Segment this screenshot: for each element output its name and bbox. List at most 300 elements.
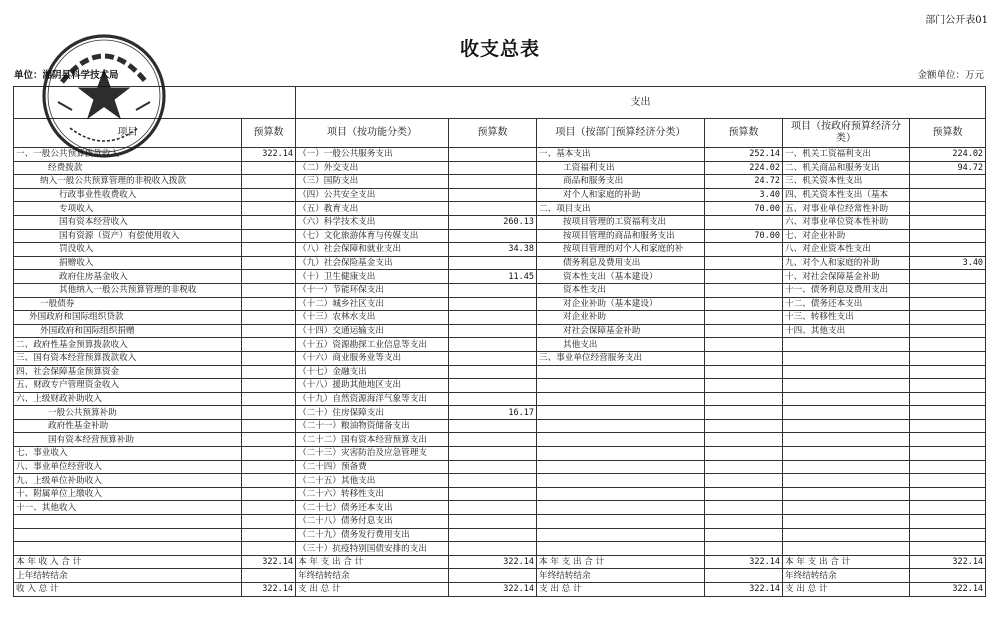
cell-income-item: 九、上级单位补助收入	[14, 474, 242, 488]
table-row	[14, 243, 986, 257]
cell-gov-item	[783, 365, 910, 379]
cell-func-budget	[449, 256, 537, 270]
cell-dept-budget: 322.14	[705, 555, 783, 569]
cell-gov-budget	[910, 229, 986, 243]
cell-gov-budget	[910, 392, 986, 406]
cell-gov-item	[783, 460, 910, 474]
cell-income-item: 外国政府和国际组织捐赠	[14, 324, 242, 338]
cell-income-budget	[242, 256, 296, 270]
cell-func-item: （十三）农林水支出	[296, 311, 449, 325]
cell-func-budget	[449, 148, 537, 162]
cell-func-budget: 260.13	[449, 215, 537, 229]
cell-dept-budget: 252.14	[705, 148, 783, 162]
cell-gov-budget	[910, 175, 986, 189]
cell-dept-item: 对企业补助（基本建设）	[537, 297, 705, 311]
cell-func-item: 年终结转结余	[296, 569, 449, 583]
cell-dept-budget	[705, 270, 783, 284]
col-gov-budget: 预算数	[910, 119, 986, 148]
table-row	[14, 311, 986, 325]
cell-gov-budget	[910, 215, 986, 229]
cell-income-item: 国有资本经营收入	[14, 215, 242, 229]
cell-dept-budget	[705, 365, 783, 379]
cell-dept-budget	[705, 515, 783, 529]
table-row	[14, 270, 986, 284]
cell-func-budget	[449, 528, 537, 542]
cell-gov-item	[783, 528, 910, 542]
cell-func-budget	[449, 161, 537, 175]
cell-dept-item	[537, 447, 705, 461]
cell-income-item: 八、事业单位经营收入	[14, 460, 242, 474]
cell-func-budget	[449, 515, 537, 529]
cell-func-budget: 34.38	[449, 243, 537, 257]
cell-func-budget	[449, 175, 537, 189]
cell-gov-item: 十、对社会保障基金补助	[783, 270, 910, 284]
cell-income-budget	[242, 297, 296, 311]
cell-dept-item: 债务利息及费用支出	[537, 256, 705, 270]
table-row	[14, 515, 986, 529]
cell-dept-item: 按项目管理的对个人和家庭的补	[537, 243, 705, 257]
cell-func-item: （十二）城乡社区支出	[296, 297, 449, 311]
table-row	[14, 583, 986, 597]
cell-income-item: 国有资源（资产）有偿使用收入	[14, 229, 242, 243]
cell-income-item: 四、社会保障基金预算资金	[14, 365, 242, 379]
budget-summary-table	[13, 86, 986, 597]
cell-dept-item	[537, 460, 705, 474]
cell-dept-item: 一、基本支出	[537, 148, 705, 162]
cell-gov-budget	[910, 311, 986, 325]
cell-income-item: 十一、其他收入	[14, 501, 242, 515]
col-gov-item: 项目（按政府预算经济分类）	[783, 119, 910, 148]
cell-func-item: （二十三）灾害防治及应急管理支	[296, 447, 449, 461]
cell-dept-budget: 70.00	[705, 202, 783, 216]
cell-gov-budget	[910, 270, 986, 284]
cell-gov-budget	[910, 365, 986, 379]
cell-gov-budget	[910, 433, 986, 447]
cell-income-item: 本 年 收 入 合 计	[14, 555, 242, 569]
cell-func-item: （八）社会保障和就业支出	[296, 243, 449, 257]
cell-income-item: 七、事业收入	[14, 447, 242, 461]
cell-income-item: 纳入一般公共预算管理的非税收入拨款	[14, 175, 242, 189]
cell-gov-budget	[910, 419, 986, 433]
cell-dept-budget	[705, 324, 783, 338]
cell-income-budget	[242, 175, 296, 189]
cell-gov-budget	[910, 515, 986, 529]
table-row	[14, 161, 986, 175]
cell-gov-item	[783, 392, 910, 406]
cell-dept-budget	[705, 283, 783, 297]
cell-func-item: （一）一般公共服务支出	[296, 148, 449, 162]
cell-gov-budget: 3.40	[910, 256, 986, 270]
cell-income-budget	[242, 542, 296, 556]
form-code: 部门公开表01	[925, 15, 988, 26]
cell-gov-item	[783, 419, 910, 433]
cell-income-item: 捐赠收入	[14, 256, 242, 270]
table-row	[14, 447, 986, 461]
cell-income-budget	[242, 161, 296, 175]
cell-gov-item	[783, 501, 910, 515]
cell-gov-item: 一、机关工资福利支出	[783, 148, 910, 162]
cell-income-item: 十、附属单位上缴收入	[14, 487, 242, 501]
cell-gov-item: 七、对企业补助	[783, 229, 910, 243]
cell-gov-budget	[910, 351, 986, 365]
cell-dept-budget	[705, 338, 783, 352]
cell-func-item: （二十一）粮油物资储备支出	[296, 419, 449, 433]
cell-dept-item	[537, 392, 705, 406]
amount-unit: 金额单位：万元	[917, 70, 984, 81]
cell-gov-item	[783, 474, 910, 488]
cell-dept-item: 按项目管理的商品和服务支出	[537, 229, 705, 243]
cell-dept-item	[537, 406, 705, 420]
cell-income-item: 上年结转结余	[14, 569, 242, 583]
cell-dept-item	[537, 419, 705, 433]
cell-dept-budget	[705, 379, 783, 393]
cell-income-item: 经费拨款	[14, 161, 242, 175]
cell-gov-budget	[910, 569, 986, 583]
cell-dept-budget	[705, 528, 783, 542]
table-row	[14, 528, 986, 542]
table-row	[14, 283, 986, 297]
cell-func-item: （十五）资源勘探工业信息等支出	[296, 338, 449, 352]
cell-func-item: （七）文化旅游体育与传媒支出	[296, 229, 449, 243]
cell-func-item: （十八）援助其他地区支出	[296, 379, 449, 393]
table-row	[14, 501, 986, 515]
cell-income-budget	[242, 569, 296, 583]
cell-gov-item	[783, 351, 910, 365]
cell-dept-budget: 70.00	[705, 229, 783, 243]
cell-dept-item: 商品和服务支出	[537, 175, 705, 189]
cell-gov-budget	[910, 501, 986, 515]
cell-func-item: （四）公共安全支出	[296, 188, 449, 202]
expense-group-header: 支出	[296, 87, 986, 119]
cell-dept-budget: 24.72	[705, 175, 783, 189]
cell-func-item: （二十五）其他支出	[296, 474, 449, 488]
table-row	[14, 175, 986, 189]
cell-dept-budget	[705, 487, 783, 501]
cell-func-item: （二十九）债务发行费用支出	[296, 528, 449, 542]
cell-gov-budget	[910, 528, 986, 542]
cell-dept-item: 工资福利支出	[537, 161, 705, 175]
cell-gov-budget	[910, 379, 986, 393]
cell-income-budget	[242, 447, 296, 461]
cell-gov-budget	[910, 324, 986, 338]
cell-dept-budget	[705, 311, 783, 325]
table-row	[14, 229, 986, 243]
cell-dept-budget	[705, 542, 783, 556]
cell-income-item: 政府住房基金收入	[14, 270, 242, 284]
cell-func-budget	[449, 229, 537, 243]
cell-dept-budget: 322.14	[705, 583, 783, 597]
table-row	[14, 569, 986, 583]
table-row	[14, 406, 986, 420]
cell-gov-budget	[910, 202, 986, 216]
cell-gov-item	[783, 487, 910, 501]
cell-func-item: （二十七）债务还本支出	[296, 501, 449, 515]
cell-income-item: 其他纳入一般公共预算管理的非税收	[14, 283, 242, 297]
cell-gov-budget: 224.02	[910, 148, 986, 162]
cell-dept-item	[537, 379, 705, 393]
cell-gov-budget	[910, 474, 986, 488]
cell-dept-item	[537, 528, 705, 542]
cell-func-item: （二十）住房保障支出	[296, 406, 449, 420]
cell-func-budget	[449, 311, 537, 325]
page-title: 收支总表	[459, 38, 540, 60]
cell-income-budget	[242, 283, 296, 297]
cell-gov-budget	[910, 460, 986, 474]
cell-income-budget: 322.14	[242, 583, 296, 597]
cell-gov-item: 五、对事业单位经常性补助	[783, 202, 910, 216]
cell-func-budget: 11.45	[449, 270, 537, 284]
cell-income-budget	[242, 243, 296, 257]
cell-gov-item: 四、机关资本性支出（基本	[783, 188, 910, 202]
cell-income-item: 二、政府性基金预算拨款收入	[14, 338, 242, 352]
cell-func-budget	[449, 297, 537, 311]
cell-func-item: （十四）交通运输支出	[296, 324, 449, 338]
cell-dept-item	[537, 501, 705, 515]
cell-dept-item	[537, 542, 705, 556]
cell-gov-budget: 322.14	[910, 583, 986, 597]
cell-income-item: 五、财政专户管理资金收入	[14, 379, 242, 393]
cell-income-budget: 322.14	[242, 148, 296, 162]
cell-income-budget	[242, 229, 296, 243]
cell-func-item: （三）国防支出	[296, 175, 449, 189]
cell-dept-budget	[705, 569, 783, 583]
cell-func-item: （六）科学技术支出	[296, 215, 449, 229]
cell-gov-item	[783, 515, 910, 529]
cell-gov-item: 支 出 总 计	[783, 583, 910, 597]
cell-func-item: （十九）自然资源海洋气象等支出	[296, 392, 449, 406]
cell-gov-item	[783, 433, 910, 447]
cell-gov-budget	[910, 447, 986, 461]
cell-func-budget	[449, 338, 537, 352]
table-row	[14, 365, 986, 379]
cell-func-budget	[449, 379, 537, 393]
cell-gov-item: 年终结转结余	[783, 569, 910, 583]
cell-gov-item	[783, 447, 910, 461]
cell-gov-budget	[910, 243, 986, 257]
cell-func-budget: 16.17	[449, 406, 537, 420]
cell-gov-budget	[910, 406, 986, 420]
cell-func-item: （十六）商业服务业等支出	[296, 351, 449, 365]
cell-func-item: （二十八）债务付息支出	[296, 515, 449, 529]
cell-income-budget	[242, 188, 296, 202]
table-row	[14, 256, 986, 270]
cell-income-budget	[242, 202, 296, 216]
col-income-budget: 预算数	[242, 119, 296, 148]
cell-dept-budget	[705, 406, 783, 420]
cell-income-budget	[242, 515, 296, 529]
cell-dept-budget: 3.40	[705, 188, 783, 202]
cell-income-item: 外国政府和国际组织贷款	[14, 311, 242, 325]
cell-func-item: （十）卫生健康支出	[296, 270, 449, 284]
cell-income-budget	[242, 474, 296, 488]
cell-func-budget	[449, 569, 537, 583]
cell-func-item: 本 年 支 出 合 计	[296, 555, 449, 569]
cell-income-item: 一般债券	[14, 297, 242, 311]
cell-gov-budget	[910, 542, 986, 556]
cell-income-budget	[242, 338, 296, 352]
cell-func-budget	[449, 542, 537, 556]
cell-gov-budget	[910, 297, 986, 311]
cell-gov-item: 九、对个人和家庭的补助	[783, 256, 910, 270]
table-row	[14, 215, 986, 229]
cell-gov-item	[783, 379, 910, 393]
cell-dept-item: 年终结转结余	[537, 569, 705, 583]
cell-dept-item	[537, 487, 705, 501]
table-row	[14, 474, 986, 488]
col-func-item: 项目（按功能分类）	[296, 119, 449, 148]
cell-gov-budget	[910, 338, 986, 352]
cell-dept-item	[537, 433, 705, 447]
cell-dept-budget: 224.02	[705, 161, 783, 175]
unit-name: 湘阴县科学技术局	[42, 70, 119, 81]
cell-gov-budget	[910, 188, 986, 202]
cell-dept-item: 支 出 总 计	[537, 583, 705, 597]
cell-income-budget	[242, 311, 296, 325]
cell-dept-budget	[705, 419, 783, 433]
cell-income-budget	[242, 324, 296, 338]
cell-func-budget	[449, 324, 537, 338]
table-row	[14, 379, 986, 393]
cell-func-budget: 322.14	[449, 583, 537, 597]
cell-func-item: （九）社会保险基金支出	[296, 256, 449, 270]
cell-dept-budget	[705, 474, 783, 488]
cell-dept-budget	[705, 392, 783, 406]
cell-func-budget	[449, 283, 537, 297]
table-row	[14, 202, 986, 216]
cell-dept-budget	[705, 460, 783, 474]
cell-gov-item: 八、对企业资本性支出	[783, 243, 910, 257]
cell-dept-item: 三、事业单位经营服务支出	[537, 351, 705, 365]
col-dept-item: 项目（按部门预算经济分类）	[537, 119, 705, 148]
cell-gov-item: 十三、转移性支出	[783, 311, 910, 325]
cell-income-budget	[242, 501, 296, 515]
cell-income-item: 收 入 总 计	[14, 583, 242, 597]
cell-dept-budget	[705, 256, 783, 270]
cell-income-budget	[242, 487, 296, 501]
cell-dept-budget	[705, 501, 783, 515]
cell-func-budget	[449, 202, 537, 216]
cell-gov-item: 十四、其他支出	[783, 324, 910, 338]
cell-func-budget	[449, 419, 537, 433]
cell-income-budget	[242, 433, 296, 447]
cell-func-budget: 322.14	[449, 555, 537, 569]
col-dept-budget: 预算数	[705, 119, 783, 148]
cell-income-item	[14, 542, 242, 556]
cell-dept-item: 对社会保障基金补助	[537, 324, 705, 338]
cell-gov-budget: 322.14	[910, 555, 986, 569]
cell-gov-item: 本 年 支 出 合 计	[783, 555, 910, 569]
cell-income-item: 六、上级财政补助收入	[14, 392, 242, 406]
cell-dept-item: 对个人和家庭的补助	[537, 188, 705, 202]
table-row	[14, 460, 986, 474]
cell-income-budget	[242, 351, 296, 365]
cell-income-item: 罚没收入	[14, 243, 242, 257]
cell-income-budget	[242, 365, 296, 379]
cell-gov-item: 十二、债务还本支出	[783, 297, 910, 311]
table-row	[14, 297, 986, 311]
table-row	[14, 351, 986, 365]
cell-dept-budget	[705, 351, 783, 365]
cell-income-budget	[242, 392, 296, 406]
cell-func-budget	[449, 365, 537, 379]
table-row	[14, 487, 986, 501]
cell-gov-item	[783, 406, 910, 420]
cell-dept-item: 二、项目支出	[537, 202, 705, 216]
cell-income-budget: 322.14	[242, 555, 296, 569]
cell-gov-item	[783, 542, 910, 556]
cell-income-item: 一般公共预算补助	[14, 406, 242, 420]
cell-dept-budget	[705, 215, 783, 229]
cell-dept-item: 按项目管理的工资福利支出	[537, 215, 705, 229]
cell-dept-item	[537, 474, 705, 488]
unit-label: 单位：	[14, 70, 43, 81]
table-row	[14, 542, 986, 556]
cell-income-item: 专项收入	[14, 202, 242, 216]
cell-gov-item: 二、机关商品和服务支出	[783, 161, 910, 175]
table-row	[14, 188, 986, 202]
table-row	[14, 324, 986, 338]
cell-income-budget	[242, 215, 296, 229]
cell-func-item: （二十六）转移性支出	[296, 487, 449, 501]
cell-func-budget	[449, 188, 537, 202]
cell-income-item	[14, 528, 242, 542]
cell-gov-item: 三、机关资本性支出	[783, 175, 910, 189]
cell-func-item: （三十）抗疫特别国债安排的支出	[296, 542, 449, 556]
cell-func-item: 支 出 总 计	[296, 583, 449, 597]
cell-func-item: （五）教育支出	[296, 202, 449, 216]
cell-gov-item: 六、对事业单位资本性补助	[783, 215, 910, 229]
cell-gov-budget: 94.72	[910, 161, 986, 175]
cell-income-budget	[242, 406, 296, 420]
cell-func-budget	[449, 460, 537, 474]
cell-gov-item: 十一、债务利息及费用支出	[783, 283, 910, 297]
table-row	[14, 419, 986, 433]
cell-dept-item	[537, 515, 705, 529]
cell-func-item: （二）外交支出	[296, 161, 449, 175]
cell-func-budget	[449, 433, 537, 447]
cell-dept-item: 资本性支出（基本建设）	[537, 270, 705, 284]
cell-dept-item: 资本性支出	[537, 283, 705, 297]
cell-dept-item: 对企业补助	[537, 311, 705, 325]
cell-income-budget	[242, 419, 296, 433]
cell-func-budget	[449, 501, 537, 515]
cell-dept-item: 其他支出	[537, 338, 705, 352]
table-row	[14, 392, 986, 406]
cell-gov-budget	[910, 283, 986, 297]
cell-dept-budget	[705, 433, 783, 447]
cell-gov-budget	[910, 487, 986, 501]
col-income-item: 项目	[14, 119, 242, 148]
table-row	[14, 338, 986, 352]
cell-func-budget	[449, 392, 537, 406]
cell-income-budget	[242, 460, 296, 474]
cell-income-item: 三、国有资本经营预算拨款收入	[14, 351, 242, 365]
cell-income-item	[14, 515, 242, 529]
cell-func-budget	[449, 487, 537, 501]
col-func-budget: 预算数	[449, 119, 537, 148]
table-row	[14, 433, 986, 447]
cell-dept-budget	[705, 243, 783, 257]
cell-income-budget	[242, 379, 296, 393]
cell-func-item: （十七）金融支出	[296, 365, 449, 379]
cell-income-item: 政府性基金补助	[14, 419, 242, 433]
cell-dept-item	[537, 365, 705, 379]
cell-income-budget	[242, 270, 296, 284]
cell-income-item: 国有资本经营预算补助	[14, 433, 242, 447]
cell-dept-budget	[705, 297, 783, 311]
cell-income-item: 一、一般公共预算拨款收入	[14, 148, 242, 162]
cell-func-budget	[449, 351, 537, 365]
